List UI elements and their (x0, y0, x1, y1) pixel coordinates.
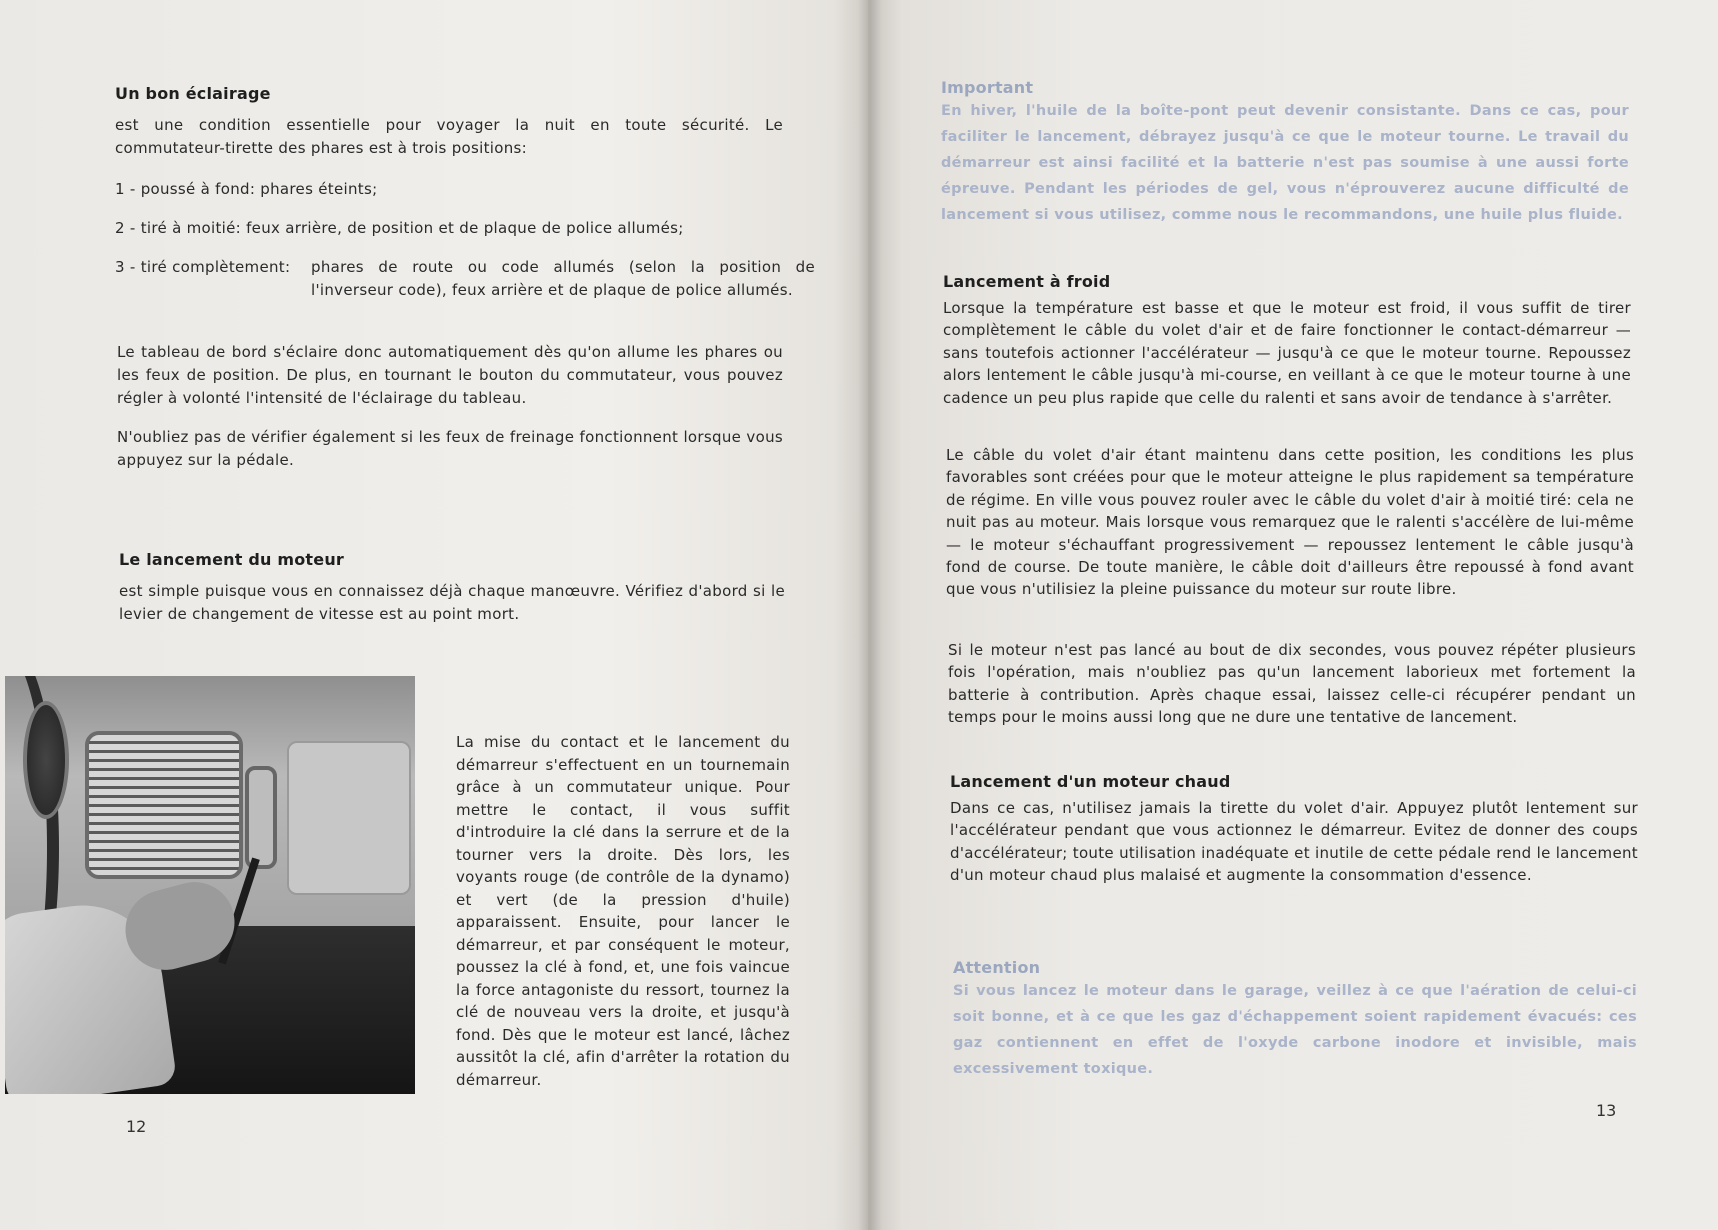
dashboard-photo (5, 676, 415, 1094)
froid-para-3: Si le moteur n'est pas lancé au bout de dix secondes, vous pouvez répéter plusieurs fois l'opération, mais n'oubliez pas qu'un lancement laborieux met fortement la batterie à contribution. Après chaque essai, laissez celle-ci récupérer pendant un temps pour le moins aussi long que ne dure une tentative de lancement. (948, 641, 1636, 727)
list-item-1: 1 - poussé à fond: phares éteints; (115, 180, 378, 198)
speaker-grille-shape (85, 731, 243, 879)
chaud-text: Dans ce cas, n'utilisez jamais la tirette du volet d'air. Appuyez plutôt lentement sur l'accélérateur pendant que vous actionnez le démarreur. Evitez de donner des coups d'accélérateur; toute utilisation inadéquate et inutile de cette pédale rend le lancement d'un moteur chaud plus malaisé et augmente la consommation d'essence. (950, 799, 1638, 885)
froid-para-2: Le câble du volet d'air étant maintenu dans cette position, les conditions les plus favorables sont créées pour que le moteur atteigne le plus rapidement sa température de régime. En ville vous pouvez rouler avec le câble du volet d'air à moitié tiré: cela ne nuit pas au moteur. Mais lorsque vous remarquez que le ralenti s'accélère de lui-même — le moteur s'échauffant progressivement — repoussez lentement le câble jusqu'à fond de course. De toute manière, le câble doit d'ailleurs être repoussé à fond avant que vous n'utilisiez la pleine puissance du moteur sur route libre. (946, 446, 1634, 599)
list-item-3 (115, 256, 815, 328)
heading-important: Important (941, 78, 1034, 97)
photo-caption: La mise du contact et le lancement du démarreur s'effectuent en un tournemain grâce à un commutateur unique. Pour mettre le contact, il vous suffit d'introduire la clé dans la serrure et de la tourner vers la droite. Dès lors, les voyants rouge (de contrôle de la dynamo) et vert (de la pression d'huile) apparaissent. Ensuite, pour lancer le démarreur, et par conséquent le moteur, poussez la clé à fond, et, une fois vaincue la force antagoniste du ressort, tournez la clé de nouveau vers la droite, et jusqu'à fond. Dès que le moteur est lancé, lâchez aussitôt la clé, afin d'arrêter la rotation du démarreur. (456, 733, 790, 1089)
book-gutter (858, 0, 882, 1230)
eclairage-para-2: Le tableau de bord s'éclaire donc automatiquement dès qu'on allume les phares ou les feux de position. De plus, en tournant le bouton du commutateur, vous pouvez régler à volonté l'intensité de l'éclairage du tableau. (117, 343, 783, 407)
heading-lancement-froid: Lancement à froid (943, 272, 1111, 291)
knob-shape (245, 766, 277, 869)
heading-eclairage: Un bon éclairage (115, 84, 271, 103)
right-page (868, 0, 1718, 1230)
list-item-2: 2 - tiré à moitié: feux arrière, de position et de plaque de police allumés; (115, 219, 684, 237)
attention-text: Si vous lancez le moteur dans le garage, veillez à ce que l'aération de celui-ci soit bonne, et à ce que les gaz d'échappement soient rapidement évacués: ces gaz contiennent en effet de l'oxyde carbone inodore et invisible, mais excessivement toxique. (953, 983, 1637, 1077)
glovebox-shape (287, 741, 411, 895)
eclairage-intro: est une condition essentielle pour voyager la nuit en toute sécurité. Le commutateur-tirette des phares est à trois positions: (115, 116, 783, 157)
speedometer-shape (23, 701, 69, 819)
list-item-3-label: 3 - tiré complètement: (115, 258, 291, 276)
important-text: En hiver, l'huile de la boîte-pont peut devenir consistante. Dans ce cas, pour faciliter le lancement, débrayez jusqu'à ce que le moteur tourne. Le travail du démarreur est ainsi facilité et la batterie n'est pas soumise à une aussi forte épreuve. Pendant les périodes de gel, vous n'éprouverez aucune difficulté de lancement si vous utilisez, comme nous le recommandons, une huile plus fluide. (941, 103, 1629, 223)
froid-para-1: Lorsque la température est basse et que le moteur est froid, il vous suffit de tirer complètement le câble du volet d'air et de faire fonctionner le contact-démarreur — sans toutefois actionner l'accélérateur — jusqu'à ce que le moteur tourne. Repoussez alors lentement le câble jusqu'à mi-course, en veillant à ce que le moteur tourne à une cadence un peu plus rapide que celle du ralenti et sans avoir de tendance à s'arrêter. (943, 299, 1631, 407)
eclairage-para-3: N'oubliez pas de vérifier également si les feux de freinage fonctionnent lorsque vous appuyez sur la pédale. (117, 428, 783, 469)
heading-lancement-chaud: Lancement d'un moteur chaud (950, 772, 1231, 791)
list-item-3-text: phares de route ou code allumés (selon la position de l'inverseur code), feux arrière et de plaque de police allumés. (311, 258, 815, 299)
heading-lancement-moteur: Le lancement du moteur (119, 550, 345, 569)
heading-attention: Attention (953, 958, 1041, 977)
page-number-left: 12 (126, 1117, 147, 1136)
page-number-right: 13 (1596, 1101, 1617, 1120)
lancement-intro: est simple puisque vous en connaissez déjà chaque manœuvre. Vérifiez d'abord si le levier de changement de vitesse est au point mort. (119, 582, 785, 623)
